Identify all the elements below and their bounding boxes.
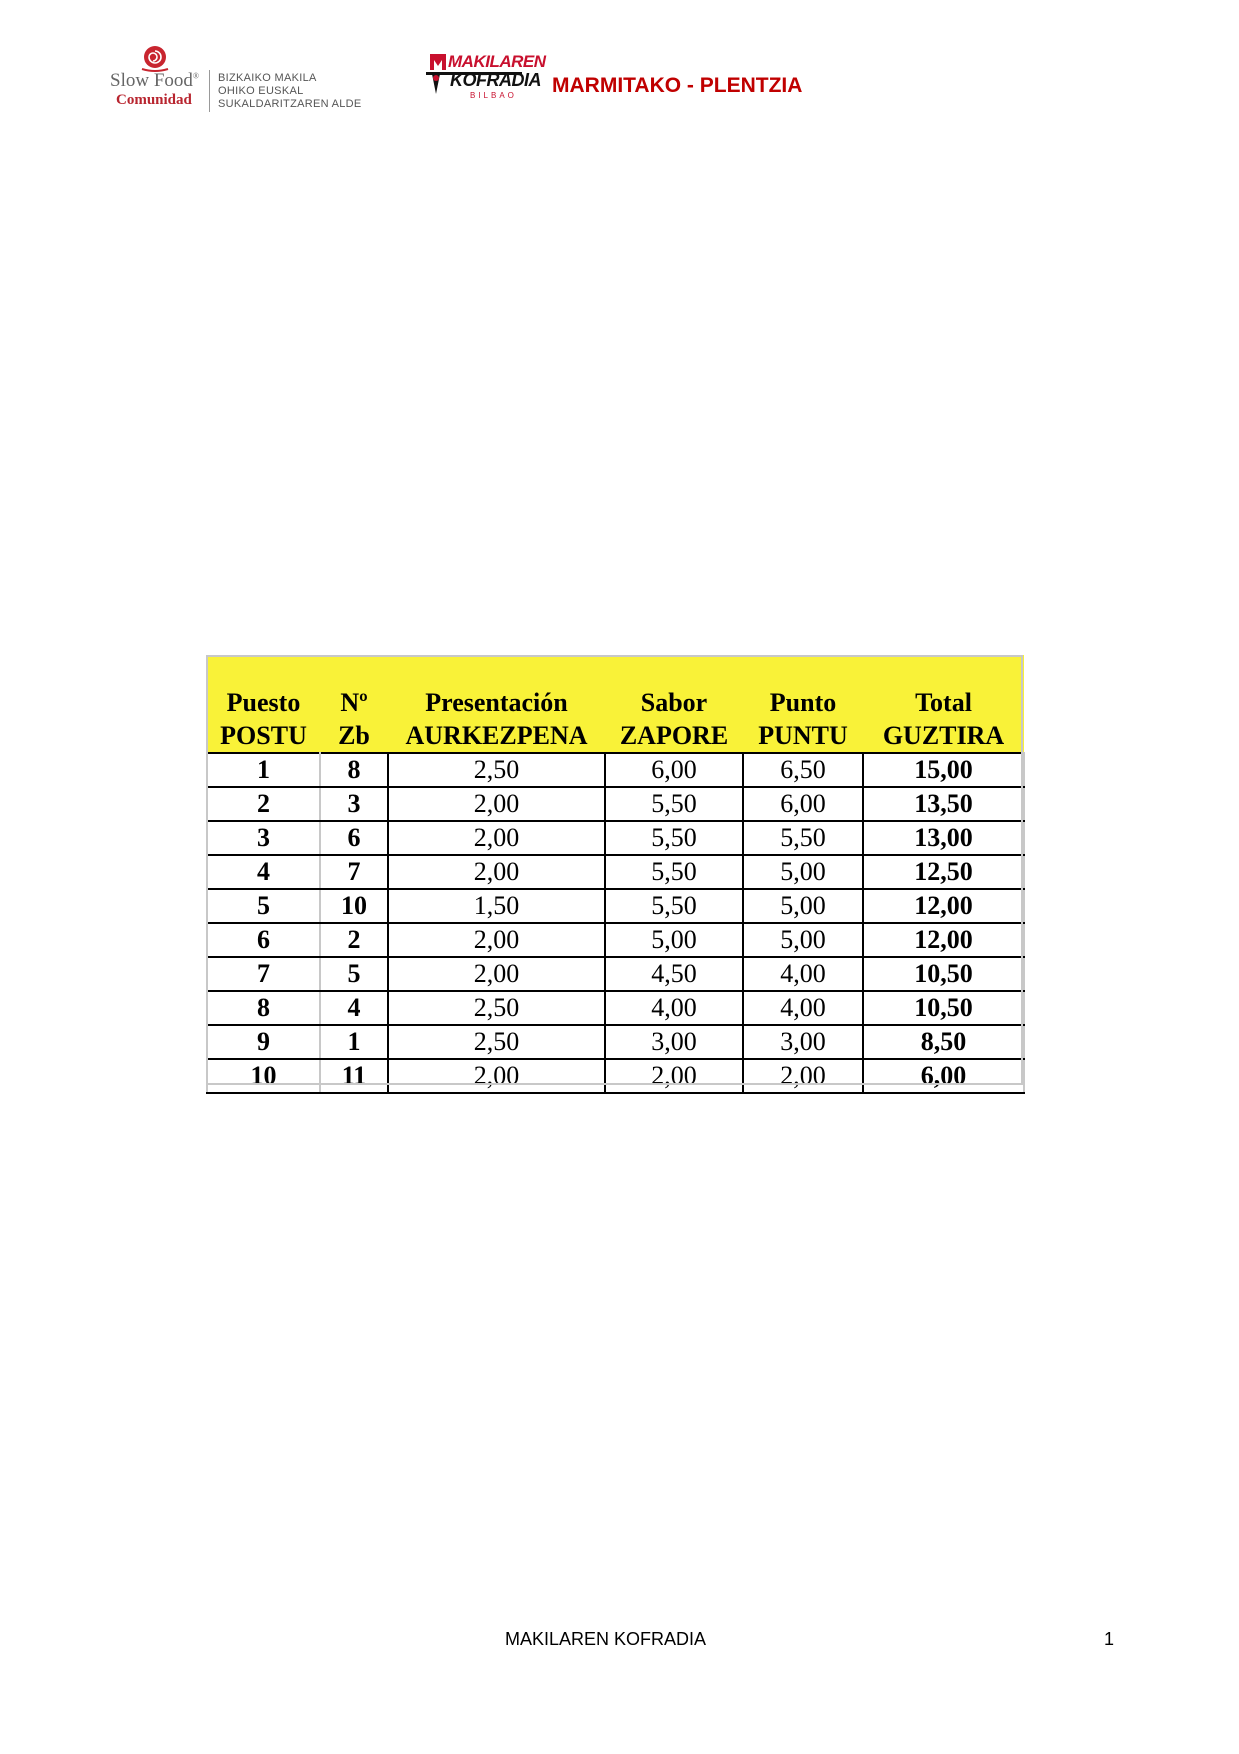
header-puesto: Puesto: [207, 655, 320, 719]
cell-puesto: 9: [207, 1025, 320, 1059]
cell-sabor: 4,50: [605, 957, 743, 991]
cell-sabor: 5,50: [605, 889, 743, 923]
cell-sabor: 5,50: [605, 821, 743, 855]
header-punto: Punto: [743, 655, 863, 719]
cell-punto: 6,50: [743, 753, 863, 787]
table-row: [207, 889, 1024, 923]
cell-no: 3: [320, 787, 388, 821]
cell-total: 12,00: [863, 923, 1024, 957]
slow-food-logo: [108, 42, 362, 112]
page-number: 1: [1104, 1629, 1115, 1649]
header-row-basque: [207, 719, 1024, 753]
slow-food-comunidad: Comunidad: [116, 92, 192, 108]
cell-presentacion: 2,50: [388, 1025, 605, 1059]
cell-total: 12,00: [863, 889, 1024, 923]
cell-sabor: 6,00: [605, 753, 743, 787]
makilaren-word: MAKILAREN: [448, 52, 546, 71]
header-zapore: ZAPORE: [605, 719, 743, 753]
cell-total: 8,50: [863, 1025, 1024, 1059]
cell-total: 10,50: [863, 991, 1024, 1025]
logo-divider: [209, 70, 210, 112]
cell-presentacion: 2,00: [388, 923, 605, 957]
cell-total: 12,50: [863, 855, 1024, 889]
cell-puesto: 4: [207, 855, 320, 889]
table-row: [207, 787, 1024, 821]
cell-punto: 2,00: [743, 1059, 863, 1093]
cell-total: 13,00: [863, 821, 1024, 855]
header-puntu: PUNTU: [743, 719, 863, 753]
table-row: [207, 855, 1024, 889]
cell-presentacion: 2,00: [388, 855, 605, 889]
cell-no: 8: [320, 753, 388, 787]
header-zb: Zb: [320, 719, 388, 753]
cell-punto: 4,00: [743, 957, 863, 991]
makilaren-kofradia-logo: [426, 48, 546, 104]
cell-presentacion: 2,00: [388, 787, 605, 821]
results-table: [206, 655, 1025, 1094]
cell-no: 5: [320, 957, 388, 991]
cell-presentacion: 2,00: [388, 1059, 605, 1093]
cell-presentacion: 1,50: [388, 889, 605, 923]
cell-no: 11: [320, 1059, 388, 1093]
header-sabor: Sabor: [605, 655, 743, 719]
document-title: MARMITAKO - PLENTZIA: [552, 74, 803, 97]
cell-sabor: 2,00: [605, 1059, 743, 1093]
cell-punto: 4,00: [743, 991, 863, 1025]
cell-total: 13,50: [863, 787, 1024, 821]
slow-food-name: Slow Food®: [110, 70, 199, 91]
community-line: BIZKAIKO MAKILA: [218, 72, 317, 84]
cell-sabor: 5,00: [605, 923, 743, 957]
header-total: Total: [863, 655, 1024, 719]
slow-food-community-text: [218, 72, 362, 111]
cell-no: 4: [320, 991, 388, 1025]
cell-sabor: 3,00: [605, 1025, 743, 1059]
cell-no: 7: [320, 855, 388, 889]
header-row-spanish: [207, 655, 1024, 719]
cell-punto: 5,50: [743, 821, 863, 855]
cell-no: 2: [320, 923, 388, 957]
cell-presentacion: 2,00: [388, 821, 605, 855]
table-row: [207, 923, 1024, 957]
cell-total: 6,00: [863, 1059, 1024, 1093]
cell-no: 1: [320, 1025, 388, 1059]
cell-puesto: 1: [207, 753, 320, 787]
cell-puesto: 8: [207, 991, 320, 1025]
cell-punto: 6,00: [743, 787, 863, 821]
cell-sabor: 5,50: [605, 787, 743, 821]
table-row: [207, 991, 1024, 1025]
header-aurkezpena: AURKEZPENA: [388, 719, 605, 753]
bilbao-word: BILBAO: [470, 91, 517, 100]
table-row: [207, 1025, 1024, 1059]
cell-punto: 3,00: [743, 1025, 863, 1059]
cell-presentacion: 2,50: [388, 991, 605, 1025]
header-postu: POSTU: [207, 719, 320, 753]
table-row: [207, 753, 1024, 787]
cell-sabor: 4,00: [605, 991, 743, 1025]
community-line: OHIKO EUSKAL: [218, 85, 304, 97]
cell-presentacion: 2,00: [388, 957, 605, 991]
table-row: [207, 957, 1024, 991]
cell-punto: 5,00: [743, 889, 863, 923]
table-row: [207, 821, 1024, 855]
cell-no: 6: [320, 821, 388, 855]
footer-text: MAKILAREN KOFRADIA: [505, 1629, 707, 1649]
cell-puesto: 10: [207, 1059, 320, 1093]
cell-punto: 5,00: [743, 923, 863, 957]
table-row: [207, 1059, 1024, 1093]
cell-puesto: 5: [207, 889, 320, 923]
header-guztira: GUZTIRA: [863, 719, 1024, 753]
cell-puesto: 7: [207, 957, 320, 991]
cell-total: 15,00: [863, 753, 1024, 787]
header-presentacion: Presentación: [388, 655, 605, 719]
cell-no: 10: [320, 889, 388, 923]
cell-total: 10,50: [863, 957, 1024, 991]
community-line: SUKALDARITZAREN ALDE: [218, 98, 362, 110]
cell-punto: 5,00: [743, 855, 863, 889]
cell-puesto: 3: [207, 821, 320, 855]
cell-sabor: 5,50: [605, 855, 743, 889]
cell-presentacion: 2,50: [388, 753, 605, 787]
cell-puesto: 2: [207, 787, 320, 821]
header-no: Nº: [320, 655, 388, 719]
cell-puesto: 6: [207, 923, 320, 957]
kofradia-word: KOFRADIA: [450, 70, 541, 90]
